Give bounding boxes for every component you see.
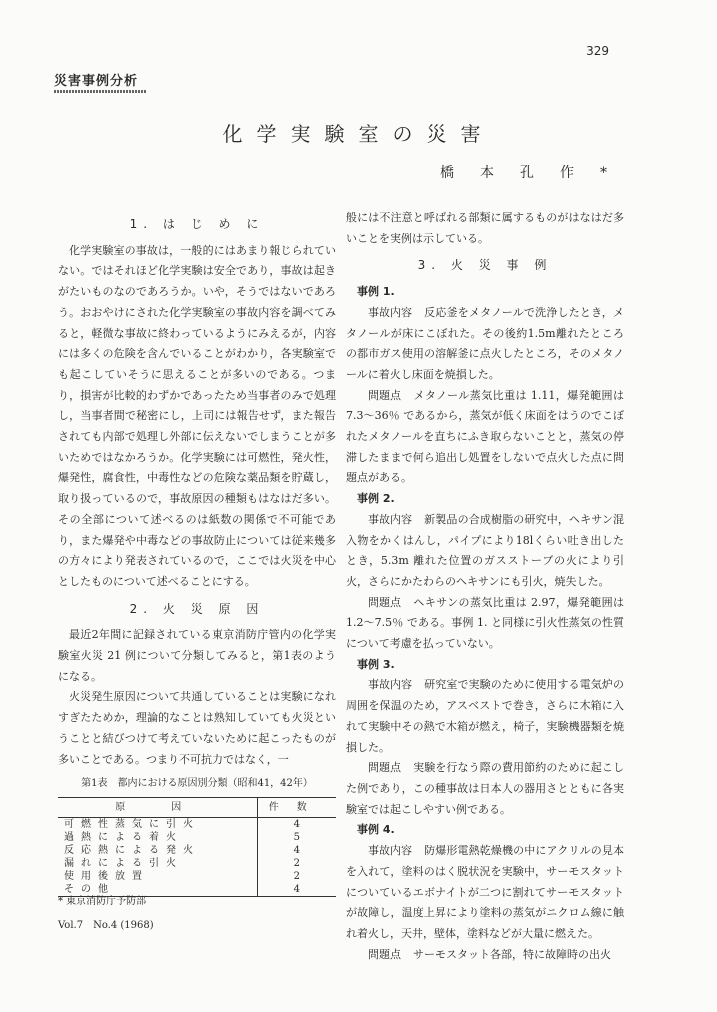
case-label: 問題点: [368, 595, 401, 609]
case-text: サーモスタット各部，特に故障時の出火: [413, 947, 611, 961]
cause-cell: 過熱による着火: [58, 831, 257, 844]
case-label: 問題点: [368, 388, 401, 402]
table-row: [58, 817, 336, 831]
count-cell: 4: [293, 818, 300, 830]
case-text: ヘキサンの蒸気比重は 2.97，爆発範囲は 1.2～7.5％ である。事例 1. と同様に引火性蒸気の性質について考慮を払っていない。: [346, 595, 624, 651]
case-text: 新製品の合成樹脂の研究中，ヘキサン混入物をかくはんし，パイプにより18lくらい吐き出したとき，5.3m 離れた位置のガスストーブの火により引火，さらにかたわらのヘキサンにも引火，焼失した。: [346, 512, 624, 588]
left-column: [58, 208, 336, 897]
count-cell: 2: [293, 870, 300, 882]
count-cell: 5: [293, 831, 300, 843]
author: 橋本孔作*: [440, 165, 633, 181]
paragraph-continuation: 般には不注意と呼ばれる部類に属するものがはなはだ多いことを実例は示している。: [346, 211, 624, 245]
case-heading: 事例 2.: [357, 492, 395, 506]
case-text: 防爆形電熱乾燥機の中にアクリルの見本を入れて，塗料のはく脱状況を実験中，サーモスタットについているエボナイトが二つに割れてサーモスタットが故障し，温度上昇により塗料の蒸気がニクロム線に触れ着火し，天井，壁体，塗料などが大量に燃えた。: [346, 844, 624, 940]
section-label: 災害事例分析: [54, 74, 139, 89]
heading-fire-causes: 2. 火 災 原 因: [129, 601, 265, 616]
case-heading: 事例 1.: [357, 285, 395, 299]
table-row: [58, 831, 336, 844]
table-header-count: 件数: [257, 797, 336, 817]
case-text: 反応釜をメタノールで洗浄したとき，メタノールが床にこぼれた。その後約1.5m離れたところの都市ガス使用の溶解釜に点火したところ，そのメタノールに着火し床面を焼損した。: [346, 305, 624, 381]
case-text: メタノール蒸気比重は 1.11，爆発範囲は 7.3～36％ であるから，蒸気が低く床面をはうのでこぼれたメタノールを直ちにふき取らないことと，蒸気の停滞したままで何ら追出し処置をしないで点火した点に問題点がある。: [346, 388, 624, 485]
cause-cell: その他: [58, 883, 257, 897]
case-text: 実験を行なう際の費用節約のために起こした例であり，この種事故は日本人の器用さとともに各実験室では起こしやすい例である。: [346, 761, 624, 816]
heading-fire-cases: 3. 火 災 事 例: [417, 258, 553, 273]
case-label: 事故内容: [368, 678, 412, 692]
case-label: 事故内容: [368, 512, 412, 526]
cause-table: [58, 797, 336, 897]
paragraph-survey: 最近2年間に記録されている東京消防庁管内の化学実験室火災 21 例について分類してみると，第1表のようになる。: [58, 628, 336, 683]
count-cell: 2: [293, 857, 300, 869]
article-title: 化学実験室の災害: [222, 122, 495, 146]
table-header-cause: 原 因: [58, 797, 257, 817]
cause-cell: 使用後放置: [58, 870, 257, 883]
case-heading: 事例 3.: [357, 657, 395, 671]
table-caption: 第1表 都内における原因別分類（昭和41，42年）: [81, 778, 313, 790]
case-label: 事故内容: [368, 844, 412, 858]
footnote: * 東京消防庁予防部: [58, 896, 147, 907]
count-cell: 4: [293, 844, 300, 856]
table-row: [58, 844, 336, 857]
table-row: [58, 857, 336, 870]
paragraph-intro: 化学実験室の事故は，一般的にはあまり報じられていない。ではそれほど化学実験は安全であり，事故は起きがたいものなのであろうか。いや，そうではないであろう。おおやけにされた化学実験室の事故内容を調べてみると，軽微な事故に終わっているようにみえるが，内容には多くの危険を含んでいることがわかり，各実験室でも起こしていそうに思えることが多いのである。つまり，損害が比較的わずかであったため当事者のみで処理し，当事者間で秘密にし，上司には報告せず，また報告されても内部で処理し外部に伝えないでしまうことが多いためではなかろうか。化学実験には可燃性，発火性，爆発性，腐食性，中毒性などの危険な薬品類を貯蔵し，取り扱っているので，事故原因の種類もはなはだ多い。その全部について述べるのは紙数の関係で不可能であり，また爆発や中毒などの事故防止については従来幾多の方々により発表されているので，ここでは火災を中心としたものについて述べることにする。: [58, 243, 336, 588]
paragraph-causes: 火災発生原因について共通していることは実験になれすぎたためか，理論的なことは熟知していても火災ということと結びつけて考えていないために起こったものが多いことである。つまり不可抗力ではなく，一: [58, 690, 336, 766]
case-text: 研究室で実験のために使用する電気炉の周囲を保温のため，アスベストで巻き，さらに木箱に入れて実験中その熱で木箱が燃え，椅子，実験機器類を焼損した。: [346, 678, 624, 754]
cause-cell: 可燃性蒸気に引火: [58, 817, 257, 831]
case-label: 問題点: [368, 947, 401, 961]
page-number: 329: [586, 44, 609, 58]
heading-introduction: 1. は じ め に: [129, 217, 265, 231]
case-heading: 事例 4.: [357, 823, 395, 837]
right-column: [346, 208, 624, 965]
table-row: [58, 870, 336, 883]
journal-info: Vol.7 No.4 (1968): [58, 920, 154, 931]
case-label: 問題点: [368, 761, 401, 775]
case-label: 事故内容: [368, 305, 412, 319]
count-cell: 4: [257, 883, 336, 897]
section-rule: [54, 90, 146, 93]
cause-cell: 反応熱による発火: [58, 844, 257, 857]
cause-cell: 漏れによる引火: [58, 857, 257, 870]
